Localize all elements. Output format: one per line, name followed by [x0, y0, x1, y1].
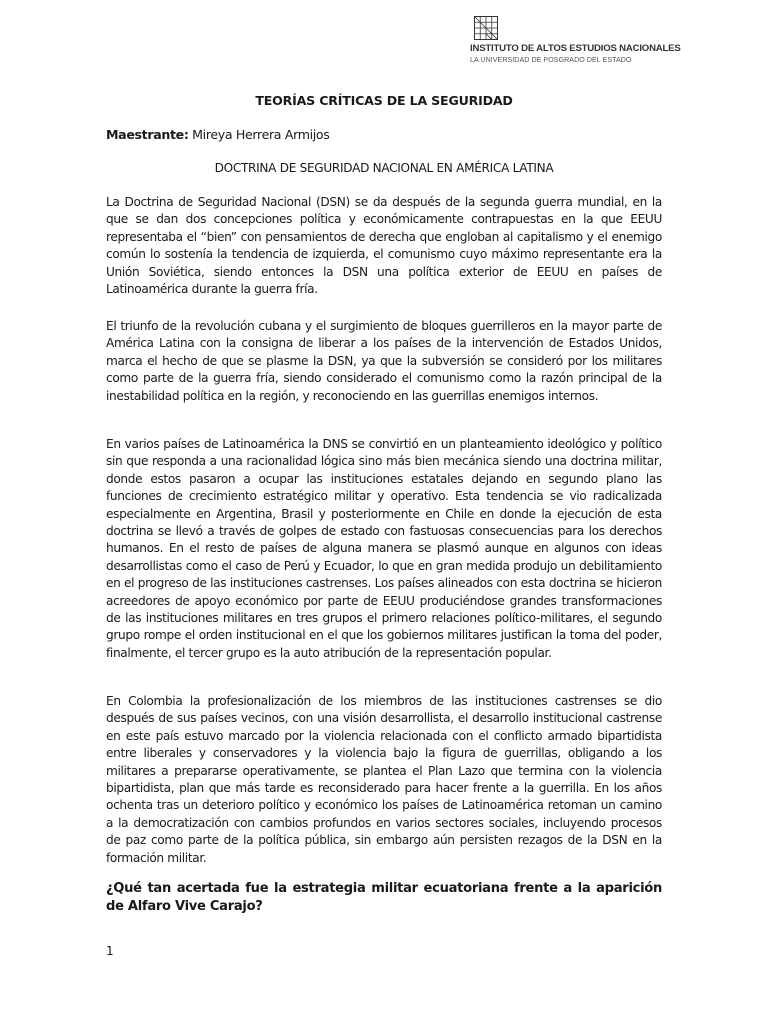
page-number: 1 — [106, 944, 114, 958]
paragraph: La Doctrina de Seguridad Nacional (DSN) se da después de la segunda guerra mundial, en la que se dan dos concepciones política y económicamente contrapuestas en la que EEUU representaba el “bien” con pensamientos de derecha que engloban al capitalismo y el enemigo común lo sostenía la tendencia de izquierda, el comunismo cuyo máximo representante era la Unión Soviética, siendo entonces la DSN una política exterior de EEUU en países de Latinoamérica durante la guerra fría. — [106, 195, 662, 297]
document-title: TEORÍAS CRÍTICAS DE LA SEGURIDAD — [255, 93, 513, 108]
institution-name: INSTITUTO DE ALTOS ESTUDIOS NACIONALES — [470, 43, 681, 54]
paragraph: En varios países de Latinoamérica la DNS se convirtió en un planteamiento ideológico y político sin que responda a una racionalidad lógica sino más bien mecánica siendo una doctrina militar, donde estos pasaron a ocupar las instituciones estatales dejando en segundo plano las funciones de crecimiento estratégico militar y operativo. Esta tendencia se vio radicalizada especialmente en Argentina, Brasil y posteriormente en Chile en donde la ejecución de esta doctrina se llevó a través de golpes de estado con fastuosas consecuencias para los derechos humanos. En el resto de países de alguna manera se plasmó aunque en algunos con ideas desarrollistas como el caso de Perú y Ecuador, lo que en gran medida produjo un debilitamiento en el progreso de las instituciones castrenses. Los países alineados con esta doctrina se hicieron acreedores de apoyo económico por parte de EEUU produciéndose grandes transformaciones de las instituciones militares en tres grupos el primero relaciones político-militares, el segundo grupo rompe el orden institucional en el que los gobiernos militares justifican la toma del poder, finalmente, el tercer grupo es la auto atribución de la representación popular. — [106, 437, 662, 660]
institution-logo — [470, 16, 681, 72]
paragraph: En Colombia la profesionalización de los miembros de las instituciones castrenses se dio después de sus países vecinos, con una visión desarrollista, el desarrollo institucional castrense en este país estuvo marcado por la violencia relacionada con el conflicto armado bipartidista entre liberales y conservadores y la violencia bajo la figura de guerrillas, obligando a los militares a prepararse operativamente, se plantea el Plan Lazo que termina con la violencia bipartidista, plan que más tarde es reconsiderado para hacer frente a la guerrilla. En los años ochenta tras un deterioro político y económico los países de Latinoamérica retoman un camino a la democratización con cambios profundos en varios sectores sociales, incluyendo procesos de paz como parte de la política pública, sin embargo aún persisten rezagos de la DSN en la formación militar. — [106, 694, 662, 865]
iaen-grid-logo-icon — [474, 16, 498, 40]
author-name: Mireya Herrera Armijos — [188, 127, 330, 142]
author-label: Maestrante: — [106, 127, 189, 142]
paragraph: El triunfo de la revolución cubana y el surgimiento de bloques guerrilleros en la mayor parte de América Latina con la consigna de liberar a los países de la intervención de Estados Unidos, marca el hecho de que se plasme la DSN, ya que la subversión se consideró por los militares como parte de la guerra fría, siendo considerado el comunismo como la razón principal de la inestabilidad política en la región, y reconociendo en las guerrillas enemigos internos. — [106, 319, 662, 403]
research-question: ¿Qué tan acertada fue la estrategia militar ecuatoriana frente a la aparición de Alfaro Vive Carajo? — [106, 881, 662, 914]
institution-tagline: LA UNIVERSIDAD DE POSGRADO DEL ESTADO — [470, 56, 632, 64]
document-subtitle: DOCTRINA DE SEGURIDAD NACIONAL EN AMÉRICA LATINA — [214, 161, 554, 175]
author-line — [106, 126, 662, 143]
